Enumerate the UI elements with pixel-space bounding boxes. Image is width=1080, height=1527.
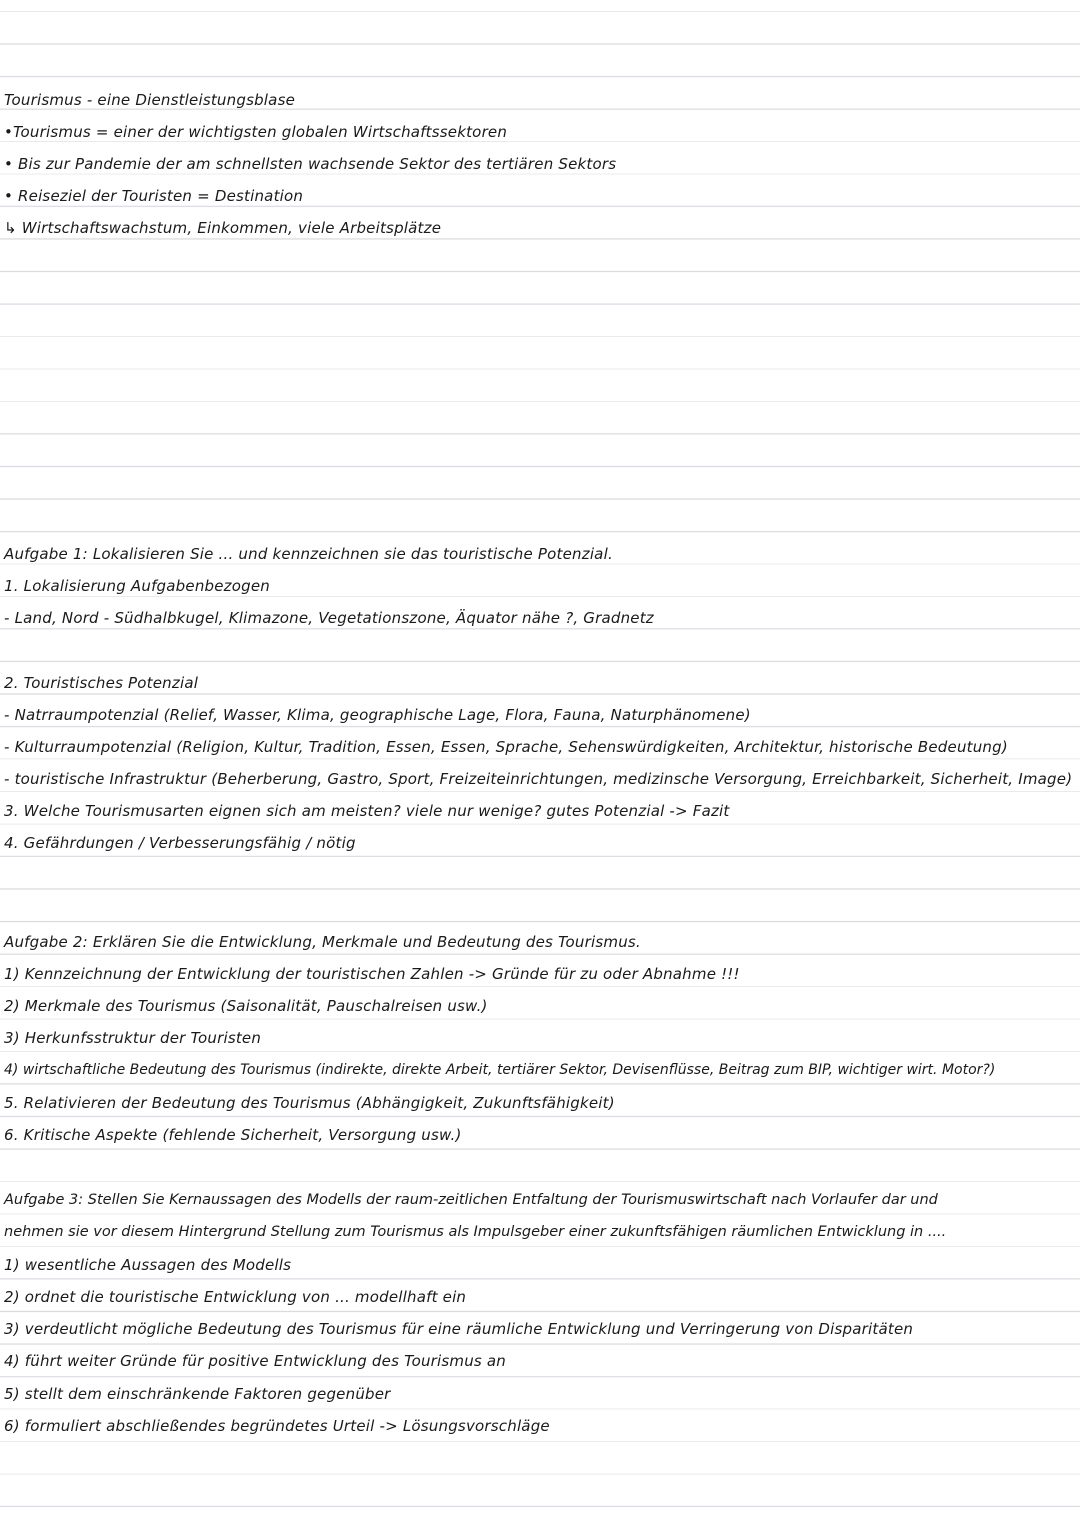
aufgabe2-line: 1) Kennzeichnung der Entwicklung der touristischen Zahlen -> Gründe für zu oder Abnahme !!! bbox=[4, 965, 740, 983]
aufgabe2-line: 5. Relativieren der Bedeutung des Tourismus (Abhängigkeit, Zukunftsfähigkeit) bbox=[4, 1094, 615, 1112]
aufgabe2-line: 6. Kritische Aspekte (fehlende Sicherheit, Versorgung usw.) bbox=[4, 1126, 462, 1144]
aufgabe3-line: 6) formuliert abschließendes begründetes Urteil -> Lösungsvorschläge bbox=[4, 1417, 550, 1435]
intro-line: • Reiseziel der Touristen = Destination bbox=[4, 187, 304, 205]
aufgabe2-line: 3) Herkunfsstruktur der Touristen bbox=[4, 1029, 262, 1047]
aufgabe1-title: Aufgabe 1: Lokalisieren Sie ... und kennzeichnen sie das touristische Potenzial. bbox=[4, 545, 613, 563]
aufgabe1-line: 2. Touristisches Potenzial bbox=[4, 674, 199, 692]
aufgabe2-line: 4) wirtschaftliche Bedeutung des Tourismus (indirekte, direkte Arbeit, tertiärer Sektor, Devisenflüsse, Beitrag zum BIP, wichtiger wirt. Motor?) bbox=[4, 1062, 996, 1078]
aufgabe3-line: 1) wesentliche Aussagen des Modells bbox=[4, 1256, 292, 1274]
aufgabe3-line: 5) stellt dem einschränkende Faktoren gegenüber bbox=[4, 1385, 391, 1403]
aufgabe3-line: nehmen sie vor diesem Hintergrund Stellung zum Tourismus als Impulsgeber einer zukunftsfähigen räumlichen Entwicklung in .... bbox=[4, 1224, 947, 1240]
aufgabe3-line: 4) führt weiter Gründe für positive Entwicklung des Tourismus an bbox=[4, 1352, 507, 1370]
aufgabe1-line: - Land, Nord - Südhalbkugel, Klimazone, Vegetationszone, Äquator nähe ?, Gradnetz bbox=[4, 609, 654, 627]
intro-line: •Tourismus = einer der wichtigsten globalen Wirtschaftssektoren bbox=[4, 123, 508, 141]
aufgabe1-line: - touristische Infrastruktur (Beherberung, Gastro, Sport, Freizeiteinrichtungen, medizinsche Versorgung, Erreichbarkeit, Sicherheit, Image) bbox=[4, 770, 1073, 788]
aufgabe1-line: 4. Gefährdungen / Verbesserungsfähig / nötig bbox=[4, 834, 356, 852]
intro-title: Tourismus - eine Dienstleistungsblase bbox=[4, 91, 296, 109]
aufgabe1-line: 3. Welche Tourismusarten eignen sich am meisten? viele nur wenige? gutes Potenzial -> Fazit bbox=[4, 802, 730, 820]
aufgabe2-line: 2) Merkmale des Tourismus (Saisonalität, Pauschalreisen usw.) bbox=[4, 997, 488, 1015]
aufgabe3-line: 3) verdeutlicht mögliche Bedeutung des Tourismus für eine räumliche Entwicklung und Verringerung von Disparitäten bbox=[4, 1320, 914, 1338]
aufgabe1-line: 1. Lokalisierung Aufgabenbezogen bbox=[4, 577, 270, 595]
intro-line: ↳ Wirtschaftswachstum, Einkommen, viele Arbeitsplätze bbox=[4, 219, 442, 237]
aufgabe1-line: - Kulturraumpotenzial (Religion, Kultur, Tradition, Essen, Essen, Sprache, Sehenswürdigkeiten, Architektur, historische Bedeutung) bbox=[4, 738, 1008, 756]
intro-line: • Bis zur Pandemie der am schnellsten wachsende Sektor des tertiären Sektors bbox=[4, 155, 617, 173]
aufgabe3-line: 2) ordnet die touristische Entwicklung von ... modellhaft ein bbox=[4, 1288, 467, 1306]
aufgabe3-title: Aufgabe 3: Stellen Sie Kernaussagen des Modells der raum-zeitlichen Entfaltung der Tourismuswirtschaft nach Vorlaufer dar und bbox=[4, 1192, 938, 1208]
aufgabe2-title: Aufgabe 2: Erklären Sie die Entwicklung, Merkmale und Bedeutung des Tourismus. bbox=[4, 933, 641, 951]
aufgabe1-line: - Natrraumpotenzial (Relief, Wasser, Klima, geographische Lage, Flora, Fauna, Naturphänomene) bbox=[4, 706, 751, 724]
